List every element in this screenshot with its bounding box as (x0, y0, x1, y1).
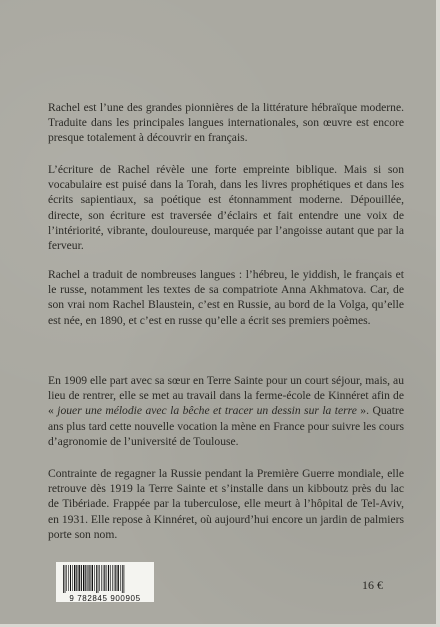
blurb-paragraph-intro: Rachel est l’une des grandes pionnières de la littérature hébraïque moderne. Traduite dans les principales langues internationales, son œuvre est encore presque totalement à découvrir en français. (48, 101, 404, 145)
barcode-bar (89, 565, 90, 591)
barcode-bar (107, 565, 108, 591)
barcode-bar (124, 565, 125, 593)
barcode-bar (79, 565, 80, 591)
barcode-bar (110, 565, 111, 591)
barcode-bar (88, 565, 89, 591)
barcode-bar (96, 565, 97, 593)
barcode-digits: 9 782845 900905 (69, 594, 141, 603)
barcode-bar (112, 565, 113, 591)
blurb-paragraph-final: Contrainte de regagner la Russie pendant la Première Guerre mondiale, elle retrouve dès 1919 la Terre Sainte et s’installe dans un kibboutz près du lac de Tibériade. Frappée par la tuberculose, elle meurt à l’hôpital de Tel-Aviv, en 1931. Elle repose à Kinnéret, où aujourd’hui encore un jardin de palmiers porte son nom. (48, 467, 404, 541)
barcode-bar (120, 565, 121, 591)
blurb-paragraph-writing: L’écriture de Rachel révèle une forte empreinte biblique. Mais si son vocabulaire est puisé dans la Torah, dans les livres prophétiques et dans les écrits sapientiaux, sa poétique est étonnamment moderne. Dépouillée, directe, son écriture est traversée d’éclairs et fait entendre une voix de l’intériorité, vibrante, douloureuse, marquée par l’angoisse autant que par la ferveur. (48, 163, 404, 253)
barcode-bar (101, 565, 102, 591)
barcode-bars-icon (62, 565, 148, 593)
blurb-paragraph-translations: Rachel a traduit de nombreuses langues : l’hébreu, le yiddish, le français et le russe, notamment les textes de sa compatriote Anna Akhmatova. Car, de son vrai nom Rachel Blaustein, c’est en Russie, au bord de la Volga, qu’elle est née, en 1890, et c’est en russe qu’elle a écrit ses premiers poèmes. (48, 268, 404, 327)
blurb-text: ». Quatre ans plus tard cette nouvelle vocation la mène en France pour suivre les cours d’agronomie de l’université de Toulouse. (48, 404, 404, 448)
barcode-bar (94, 565, 95, 591)
barcode-bar (103, 565, 104, 591)
barcode-bar (76, 565, 77, 591)
isbn-barcode (56, 562, 154, 602)
barcode-bar (104, 565, 105, 591)
barcode-bar (63, 565, 64, 593)
barcode-bar (70, 565, 71, 591)
barcode-bar (74, 565, 75, 591)
barcode-bar (118, 565, 119, 591)
blurb-paragraph-1909 (48, 373, 404, 449)
barcode-bar (98, 565, 99, 593)
blurb-quote: jouer une mélodie avec la bêche et tracer un dessin sur la terre (57, 404, 357, 418)
barcode-bar (81, 565, 82, 591)
barcode-bar (68, 565, 69, 591)
barcode-bar (65, 565, 66, 593)
barcode-bar (72, 565, 73, 591)
barcode-bar (122, 565, 123, 593)
barcode-bar (108, 565, 109, 591)
barcode-bar (92, 565, 93, 591)
blurb-text: En 1909 elle part avec sa sœur en Terre Sainte pour un court séjour, mais, au lieu de rentrer, elle se met au travail dans la ferme-école de Kinnéret afin de « (48, 374, 404, 418)
price-label: 16 € (362, 578, 383, 592)
barcode-bar (99, 565, 100, 591)
barcode-bar (83, 565, 84, 591)
barcode-bar (115, 565, 116, 591)
barcode-bar (66, 565, 67, 591)
barcode-bar (85, 565, 86, 591)
barcode-bar (114, 565, 115, 591)
